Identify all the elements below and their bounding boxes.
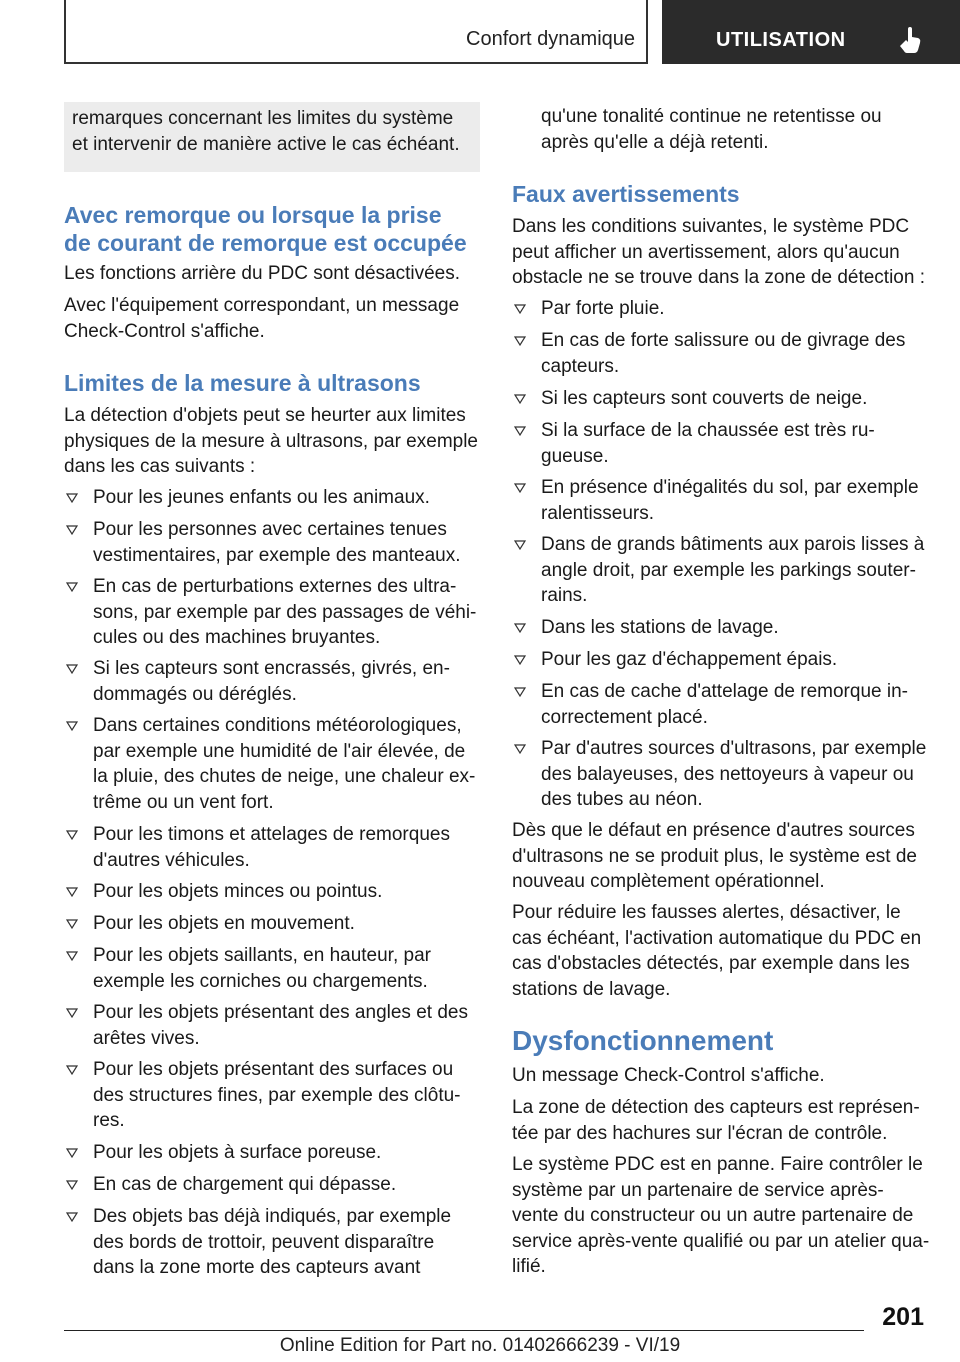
list-item-line: capteurs. bbox=[541, 355, 620, 377]
triangle-bullet-icon bbox=[66, 1065, 78, 1075]
triangle-bullet-icon bbox=[66, 887, 78, 897]
triangle-bullet-icon bbox=[514, 744, 526, 754]
paragraph: Dans les conditions suivantes, le système PDC peut afficher un avertissement, alors qu'aucun obstacle ne se trouve dans la zone de détection : bbox=[512, 216, 925, 288]
list-item-line: exemple les corniches ou chargements. bbox=[93, 970, 428, 992]
list-item bbox=[64, 485, 513, 511]
paragraph: Un message Check-Control s'affiche. bbox=[512, 1065, 825, 1086]
triangle-bullet-icon bbox=[66, 493, 78, 503]
list-item-line: En cas de chargement qui dépasse. bbox=[93, 1174, 397, 1195]
list-item bbox=[64, 1000, 513, 1051]
hand-pointer-icon bbox=[896, 26, 922, 54]
triangle-bullet-icon bbox=[66, 1212, 78, 1222]
list-item-line: la pluie, des chutes de neige, une chaleur ex- bbox=[93, 766, 476, 787]
page-number: 201 bbox=[882, 1303, 924, 1331]
list-item-line: cules ou des machines bruyantes. bbox=[93, 627, 381, 648]
heading-faux-avertissements: Faux avertissements bbox=[512, 181, 740, 207]
paragraph: Pour réduire les fausses alertes, désactiver, le cas échéant, l'activation automatique du PDC en cas d'obstacles détectés, par exemple dans les stations de lavage. bbox=[512, 902, 922, 1000]
list-item-line: ralentisseurs. bbox=[541, 502, 654, 524]
list-item-line: Si les capteurs sont encrassés, givrés, en- bbox=[93, 658, 450, 679]
list-item-line: Pour les objets à surface poreuse. bbox=[93, 1142, 382, 1163]
list-item-line: En cas de cache d'attelage de remorque in- bbox=[541, 681, 908, 702]
paragraph: La zone de détection des capteurs est représen- tée par des hachures sur l'écran de contrôle. bbox=[512, 1097, 920, 1144]
list-item-line: En cas de perturbations externes des ultra- bbox=[93, 576, 457, 597]
list-item-line: des bords de trottoir, peuvent disparaître bbox=[93, 1231, 435, 1253]
list-item bbox=[64, 656, 513, 707]
list-item-line: rains. bbox=[541, 585, 588, 606]
list-item bbox=[64, 822, 513, 873]
list-item bbox=[512, 647, 960, 673]
note-line: remarques concernant les limites du système bbox=[72, 108, 454, 129]
list-item-line: Si les capteurs sont couverts de neige. bbox=[541, 388, 868, 409]
list-item-line: vestimentaires, par exemple des manteaux. bbox=[93, 544, 461, 566]
list-item-line: des balayeuses, des nettoyeurs à vapeur ou bbox=[541, 763, 914, 785]
list-item-line: par exemple une humidité de l'air élevée, de bbox=[93, 740, 466, 762]
list-item-line: Pour les objets présentant des surfaces ou bbox=[93, 1059, 454, 1080]
list-item-line: trême ou un vent fort. bbox=[93, 791, 274, 813]
list-item-line: Pour les objets présentant des angles et des bbox=[93, 1002, 468, 1023]
list-item bbox=[512, 475, 960, 526]
note-line: et intervenir de manière active le cas échéant. bbox=[72, 133, 460, 155]
list-item bbox=[64, 574, 513, 651]
list-item bbox=[512, 679, 960, 730]
list-item-line: sons, par exemple par des passages de véhi- bbox=[93, 601, 477, 623]
heading-remorque: Avec remorque ou lorsque la prise de courant de remorque est occupée bbox=[64, 202, 467, 256]
triangle-bullet-icon bbox=[514, 623, 526, 633]
list-item-line: angle droit, par exemple les parkings souter- bbox=[541, 559, 916, 581]
header-section-title: Confort dynamique bbox=[466, 28, 635, 50]
list-item bbox=[512, 328, 960, 379]
triangle-bullet-icon bbox=[514, 540, 526, 550]
list-item-line: des structures fines, par exemple des clôtu- bbox=[93, 1084, 461, 1106]
triangle-bullet-icon bbox=[66, 830, 78, 840]
triangle-bullet-icon bbox=[514, 304, 526, 314]
triangle-bullet-icon bbox=[66, 1180, 78, 1190]
list-item-line: Des objets bas déjà indiqués, par exemple bbox=[93, 1206, 452, 1227]
triangle-bullet-icon bbox=[66, 721, 78, 731]
list-item bbox=[512, 418, 960, 469]
list-item bbox=[64, 713, 513, 815]
list-item-line: Par forte pluie. bbox=[541, 298, 665, 319]
list-item bbox=[512, 532, 960, 609]
paragraph: Les fonctions arrière du PDC sont désactivées. bbox=[64, 263, 461, 284]
list-item bbox=[512, 296, 960, 322]
list-item bbox=[64, 943, 513, 994]
paragraph: La détection d'objets peut se heurter aux limites physiques de la mesure à ultrasons, par exemple dans les cas suivants : bbox=[64, 405, 479, 477]
list-item-line: gueuse. bbox=[541, 445, 609, 467]
list-item-line: dommagés ou déréglés. bbox=[93, 683, 297, 705]
list-item bbox=[64, 1057, 513, 1134]
triangle-bullet-icon bbox=[66, 582, 78, 592]
header-chapter-label: UTILISATION bbox=[716, 29, 846, 51]
list-item bbox=[64, 1140, 513, 1166]
paragraph-continued: qu'une tonalité continue ne retentisse ou après qu'elle a déjà retenti. bbox=[541, 106, 882, 153]
footer-rule bbox=[64, 1330, 864, 1331]
note-box bbox=[64, 102, 480, 172]
list-item bbox=[64, 1204, 513, 1281]
paragraph: Avec l'équipement correspondant, un message Check-Control s'affiche. bbox=[64, 295, 460, 342]
triangle-bullet-icon bbox=[66, 525, 78, 535]
triangle-bullet-icon bbox=[514, 394, 526, 404]
list-item bbox=[512, 615, 960, 641]
list-item-line: d'autres véhicules. bbox=[93, 849, 250, 871]
list-item-line: res. bbox=[93, 1110, 125, 1131]
triangle-bullet-icon bbox=[514, 687, 526, 697]
triangle-bullet-icon bbox=[66, 919, 78, 929]
triangle-bullet-icon bbox=[514, 483, 526, 493]
triangle-bullet-icon bbox=[66, 664, 78, 674]
triangle-bullet-icon bbox=[66, 951, 78, 961]
heading-dysfonctionnement: Dysfonctionnement bbox=[512, 1025, 774, 1056]
list-item-line: Par d'autres sources d'ultrasons, par exemple bbox=[541, 738, 927, 759]
triangle-bullet-icon bbox=[514, 655, 526, 665]
list-item-line: correctement placé. bbox=[541, 706, 708, 728]
list-item-line: Dans les stations de lavage. bbox=[541, 617, 779, 638]
triangle-bullet-icon bbox=[66, 1148, 78, 1158]
list-item-line: Pour les objets saillants, en hauteur, par bbox=[93, 945, 431, 966]
list-item-line: des tubes au néon. bbox=[541, 789, 703, 810]
paragraph: Dès que le défaut en présence d'autres sources d'ultrasons ne se produit plus, le système est de nouveau complètement opérationnel. bbox=[512, 820, 917, 892]
list-item-line: Pour les objets en mouvement. bbox=[93, 913, 355, 934]
list-item-line: Si la surface de la chaussée est très ru- bbox=[541, 420, 875, 441]
heading-limites: Limites de la mesure à ultrasons bbox=[64, 370, 421, 396]
list-item bbox=[64, 911, 513, 937]
list-item bbox=[64, 517, 513, 568]
paragraph: Le système PDC est en panne. Faire contrôler le système par un partenaire de service après- vente du constructeur ou un autre partenaire de service après-vente qualifié ou par un atelier qua- lifié. bbox=[512, 1154, 930, 1277]
header-chapter-tab bbox=[662, 0, 960, 64]
list-item-line: Dans de grands bâtiments aux parois lisses à bbox=[541, 534, 925, 555]
triangle-bullet-icon bbox=[66, 1008, 78, 1018]
list-item-line: Pour les objets minces ou pointus. bbox=[93, 881, 383, 902]
list-item-line: Pour les jeunes enfants ou les animaux. bbox=[93, 487, 430, 508]
list-item bbox=[64, 879, 513, 905]
list-item-line: En cas de forte salissure ou de givrage des bbox=[541, 330, 906, 351]
list-item-line: arêtes vives. bbox=[93, 1027, 200, 1049]
list-item-line: dans la zone morte des capteurs avant bbox=[93, 1257, 421, 1278]
list-item-line: Pour les personnes avec certaines tenues bbox=[93, 519, 447, 540]
list-item bbox=[512, 736, 960, 813]
footer-edition: Online Edition for Part no. 01402666239 - VI/19 bbox=[279, 1335, 681, 1356]
list-item-line: En présence d'inégalités du sol, par exemple bbox=[541, 477, 919, 498]
list-item-line: Pour les timons et attelages de remorques bbox=[93, 824, 450, 845]
list-item-line: Dans certaines conditions météorologiques, bbox=[93, 715, 462, 736]
list-item-line: Pour les gaz d'échappement épais. bbox=[541, 649, 838, 670]
list-item bbox=[512, 386, 960, 412]
triangle-bullet-icon bbox=[514, 426, 526, 436]
list-item bbox=[64, 1172, 513, 1198]
triangle-bullet-icon bbox=[514, 336, 526, 346]
